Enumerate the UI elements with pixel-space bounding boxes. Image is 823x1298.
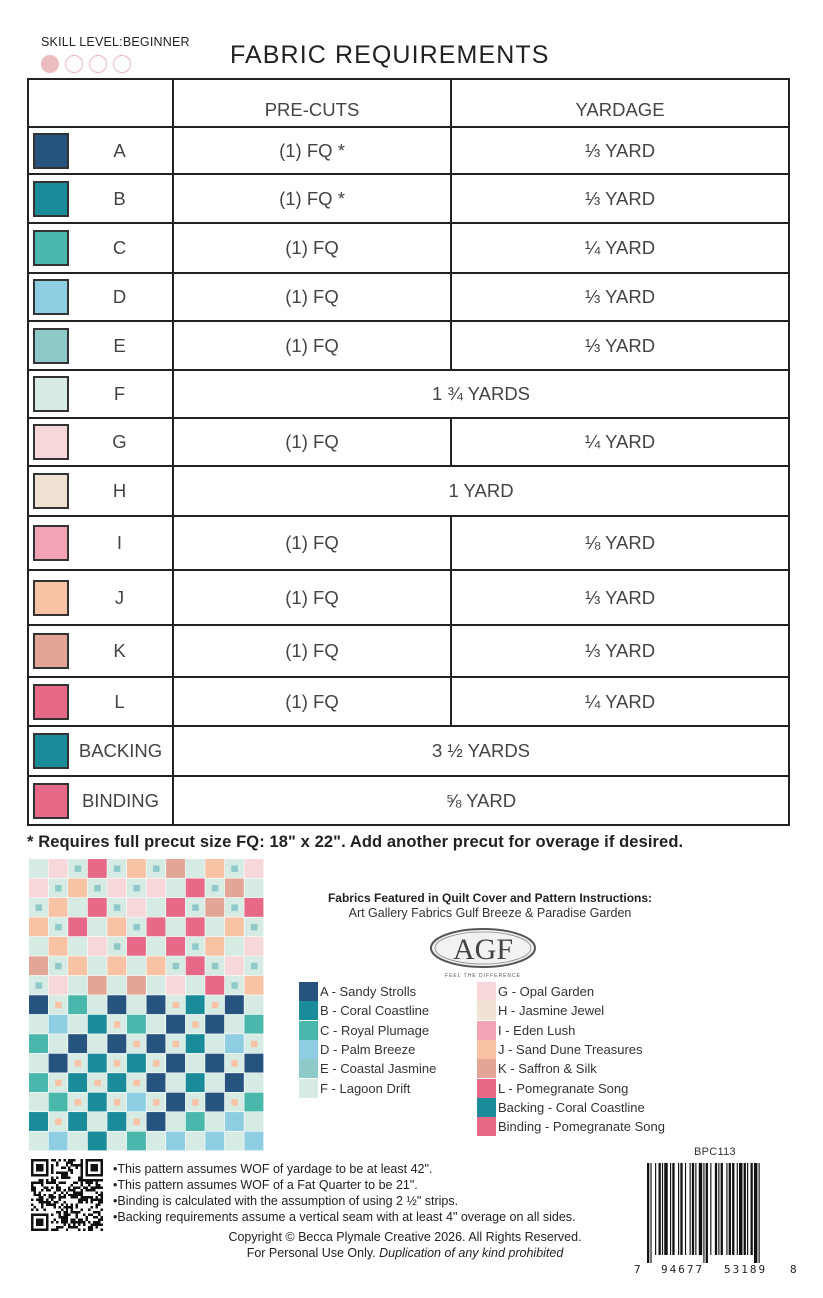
- legend-item: [299, 982, 436, 1001]
- legend-label: C - Royal Plumage: [320, 1022, 430, 1038]
- precut-cell: (1) FQ *: [173, 127, 451, 174]
- legend-item: [299, 1078, 436, 1097]
- fabric-label: H: [112, 480, 127, 501]
- fabric-swatch: [33, 525, 69, 561]
- precut-cell: (1) FQ: [173, 516, 451, 570]
- fabric-swatch: [33, 181, 69, 217]
- yardage-cell: ⅛ YARD: [451, 516, 789, 570]
- legend-swatch: [477, 1117, 496, 1136]
- legend-label: G - Opal Garden: [498, 984, 595, 1000]
- table-row: [28, 677, 789, 726]
- skill-level-dots: [41, 55, 131, 73]
- qr-code-image: [31, 1159, 103, 1231]
- fabric-swatch: [33, 473, 69, 509]
- legend-item: [477, 982, 665, 1001]
- combined-yardage-cell: 1 YARD: [173, 466, 789, 516]
- legend-label: I - Eden Lush: [498, 1022, 576, 1038]
- table-header-row: [28, 79, 789, 127]
- usage-italic: Duplication of any kind prohibited: [379, 1246, 564, 1260]
- combined-yardage-cell: ⅝ YARD: [173, 776, 789, 825]
- legend-label: H - Jasmine Jewel: [498, 1003, 605, 1019]
- legend-label: B - Coral Coastline: [320, 1003, 430, 1019]
- fabric-label: L: [114, 690, 125, 712]
- table-row: [28, 127, 789, 174]
- pattern-code: BPC113: [694, 1146, 736, 1158]
- legend-swatch: [299, 982, 318, 1001]
- table-row: [28, 223, 789, 273]
- pattern-assumptions: [113, 1161, 576, 1225]
- table-row: [28, 466, 789, 516]
- legend-item: [299, 1001, 436, 1020]
- legend-item: [477, 1117, 665, 1136]
- fabric-label: G: [112, 431, 127, 452]
- fabric-swatch: [33, 279, 69, 315]
- fabric-swatch: [33, 328, 69, 364]
- yardage-cell: ⅓ YARD: [451, 127, 789, 174]
- legend-item: [299, 1040, 436, 1059]
- fabric-label: A: [113, 139, 126, 161]
- featured-heading: Fabrics Featured in Quilt Cover and Pattern Instructions:: [327, 891, 653, 905]
- fabric-label: E: [113, 334, 126, 356]
- fabric-legend-right: [477, 982, 665, 1136]
- barcode-left-digits: 94677: [661, 1263, 705, 1276]
- fabric-label: B: [113, 187, 126, 209]
- barcode-lead-digit: 7: [634, 1263, 641, 1276]
- combined-yardage-cell: 3 ½ YARDS: [173, 726, 789, 776]
- table-row: [28, 570, 789, 625]
- fabric-legend-left: [299, 982, 436, 1098]
- copyright-line: Copyright © Becca Plymale Creative 2026. All Rights Reserved.: [228, 1230, 582, 1244]
- legend-swatch: [477, 1040, 496, 1059]
- legend-label: A - Sandy Strolls: [320, 984, 417, 1000]
- legend-swatch: [477, 1001, 496, 1020]
- legend-label: L - Pomegranate Song: [498, 1080, 629, 1096]
- fabric-cell: [28, 466, 173, 516]
- featured-fabrics: [290, 891, 690, 920]
- barcode-trail-digit: 8: [790, 1263, 797, 1276]
- table-row: [28, 726, 789, 776]
- usage-line: [120, 1245, 690, 1261]
- skill-dot: [41, 55, 59, 73]
- legend-swatch: [477, 1079, 496, 1098]
- fabric-label: J: [114, 586, 125, 608]
- usage-plain: For Personal Use Only.: [246, 1246, 376, 1260]
- precut-cell: (1) FQ: [173, 273, 451, 321]
- fabric-swatch: [33, 633, 69, 669]
- legend-label: Backing - Coral Coastline: [498, 1099, 645, 1115]
- yardage-cell: ⅓ YARD: [451, 570, 789, 625]
- fabric-cell: [28, 370, 173, 418]
- fabric-swatch: [33, 580, 69, 616]
- precut-note: * Requires full precut size FQ: 18" x 22". Add another precut for overage if desired.: [27, 833, 684, 851]
- legend-swatch: [477, 1098, 496, 1117]
- yardage-cell: ⅓ YARD: [451, 273, 789, 321]
- fabric-cell: [28, 418, 173, 466]
- skill-dot: [89, 55, 107, 73]
- barcode-right-digits: 53189: [724, 1263, 768, 1276]
- copyright: [120, 1229, 690, 1261]
- legend-item: [477, 1021, 665, 1040]
- fabric-cell: [28, 516, 173, 570]
- skill-level-label: SKILL LEVEL:BEGINNER: [41, 35, 190, 49]
- yardage-cell: ¼ YARD: [451, 223, 789, 273]
- fabric-swatch: [33, 133, 69, 169]
- precut-cell: (1) FQ: [173, 677, 451, 726]
- precut-cell: (1) FQ: [173, 321, 451, 370]
- table-row: [28, 273, 789, 321]
- legend-item: [477, 1098, 665, 1117]
- fabric-swatch: [33, 783, 69, 819]
- legend-item: [477, 1078, 665, 1097]
- table-row: [28, 625, 789, 677]
- fabric-cell: [28, 776, 173, 825]
- yardage-cell: ¼ YARD: [451, 677, 789, 726]
- skill-dot: [65, 55, 83, 73]
- legend-item: [477, 1040, 665, 1059]
- assumption-line: •This pattern assumes WOF of yardage to be at least 42".: [113, 1162, 433, 1176]
- table-row: [28, 776, 789, 825]
- skill-dot: [113, 55, 131, 73]
- fabric-cell: [28, 570, 173, 625]
- yardage-cell: ⅓ YARD: [451, 174, 789, 223]
- legend-swatch: [477, 982, 496, 1001]
- yardage-cell: ⅓ YARD: [451, 625, 789, 677]
- legend-swatch: [477, 1059, 496, 1078]
- precut-cell: (1) FQ *: [173, 174, 451, 223]
- fabric-cell: [28, 677, 173, 726]
- legend-label: Binding - Pomegranate Song: [498, 1119, 665, 1135]
- precut-cell: (1) FQ: [173, 570, 451, 625]
- table-row: [28, 418, 789, 466]
- legend-swatch: [299, 1079, 318, 1098]
- legend-label: J - Sand Dune Treasures: [498, 1042, 643, 1058]
- fabric-cell: [28, 321, 173, 370]
- fabric-swatch: [33, 733, 69, 769]
- fabric-label: I: [116, 532, 123, 553]
- table-row: [28, 516, 789, 570]
- combined-yardage-cell: 1 ¾ YARDS: [173, 370, 789, 418]
- precut-cell: (1) FQ: [173, 223, 451, 273]
- legend-swatch: [477, 1021, 496, 1040]
- assumption-line: •Binding is calculated with the assumption of using 2 ½" strips.: [113, 1194, 459, 1208]
- fabric-label: C: [112, 237, 127, 258]
- header-cell-empty: [28, 79, 173, 127]
- yardage-cell: ¼ YARD: [451, 418, 789, 466]
- fabric-cell: [28, 625, 173, 677]
- agf-logo-text: AGF: [452, 933, 514, 966]
- legend-label: D - Palm Breeze: [320, 1042, 416, 1058]
- header-yardage: YARDAGE: [451, 79, 789, 127]
- legend-label: E - Coastal Jasmine: [320, 1061, 437, 1077]
- table-row: [28, 174, 789, 223]
- quilt-cover-image: [29, 859, 264, 1151]
- table-row: [28, 370, 789, 418]
- legend-item: [299, 1021, 436, 1040]
- table-row: [28, 321, 789, 370]
- fabric-swatch: [33, 684, 69, 720]
- fabric-label: D: [112, 286, 127, 307]
- fabric-label: BACKING: [78, 740, 163, 761]
- fabric-cell: [28, 174, 173, 223]
- agf-logo: [428, 927, 538, 979]
- legend-swatch: [299, 1040, 318, 1059]
- yardage-cell: ⅓ YARD: [451, 321, 789, 370]
- legend-item: [477, 1059, 665, 1078]
- fabric-label: BINDING: [81, 789, 160, 811]
- fabric-label: F: [113, 383, 126, 404]
- page-title: FABRIC REQUIREMENTS: [230, 41, 550, 69]
- fabric-requirements-table: [27, 78, 790, 826]
- precut-cell: (1) FQ: [173, 418, 451, 466]
- legend-item: [299, 1059, 436, 1078]
- fabric-swatch: [33, 376, 69, 412]
- fabric-cell: [28, 223, 173, 273]
- fabric-label: K: [113, 640, 126, 661]
- assumption-line: •This pattern assumes WOF of a Fat Quarter to be 21".: [113, 1178, 418, 1192]
- legend-swatch: [299, 1021, 318, 1040]
- precut-cell: (1) FQ: [173, 625, 451, 677]
- fabric-swatch: [33, 424, 69, 460]
- fabric-cell: [28, 726, 173, 776]
- legend-label: K - Saffron & Silk: [498, 1061, 597, 1077]
- header-precuts: PRE-CUTS: [173, 79, 451, 127]
- agf-tagline: FEEL THE DIFFERENCE: [445, 973, 521, 979]
- featured-subheading: Art Gallery Fabrics Gulf Breeze & Paradise Garden: [348, 906, 632, 920]
- legend-swatch: [299, 1059, 318, 1078]
- legend-item: [477, 1001, 665, 1020]
- assumption-line: •Backing requirements assume a vertical seam with at least 4" overage on all sides.: [113, 1210, 576, 1224]
- fabric-swatch: [33, 230, 69, 266]
- legend-swatch: [299, 1001, 318, 1020]
- legend-label: F - Lagoon Drift: [320, 1080, 411, 1096]
- fabric-cell: [28, 273, 173, 321]
- fabric-cell: [28, 127, 173, 174]
